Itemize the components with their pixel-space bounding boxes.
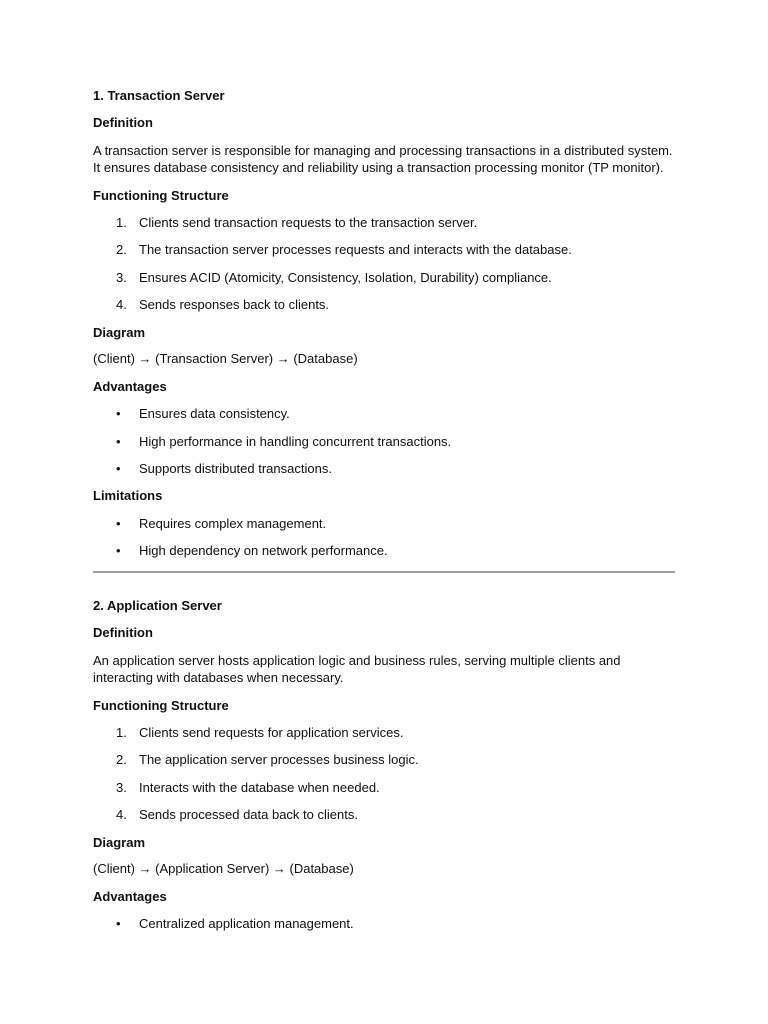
list-item: Ensures data consistency. [139,406,290,421]
list-item: High dependency on network performance. [139,543,388,558]
bullet-icon: • [116,434,121,449]
list-item: High performance in handling concurrent transactions. [139,434,452,449]
bullet-icon: • [116,406,121,421]
diagram-text: (Client) → (Transaction Server) → (Database) [93,351,358,366]
list-item: Sends responses back to clients. [139,297,330,312]
functioning-heading: Functioning Structure [93,188,229,203]
list-number: 1. [116,725,127,740]
definition-text-line: A transaction server is responsible for managing and processing transactions in a distributed system. [93,143,673,158]
list-number: 3. [116,270,127,285]
list-item: The application server processes business logic. [139,752,419,767]
definition-text-line: An application server hosts application logic and business rules, serving multiple clients and [93,653,621,668]
definition-heading: Definition [93,625,153,640]
diagram-heading: Diagram [93,325,146,340]
limitations-heading: Limitations [93,488,163,503]
list-item: Sends processed data back to clients. [139,807,358,822]
list-item: Clients send transaction requests to the transaction server. [139,215,478,230]
list-number: 4. [116,297,127,312]
diagram-text: (Client) → (Application Server) → (Database) [93,861,354,876]
list-item: Clients send requests for application services. [139,725,404,740]
bullet-icon: • [116,543,121,558]
list-number: 2. [116,242,127,257]
bullet-icon: • [116,461,121,476]
advantages-heading: Advantages [93,379,167,394]
diagram-heading: Diagram [93,835,146,850]
definition-text-line: It ensures database consistency and reliability using a transaction processing monitor (TP monitor). [93,160,664,175]
section-title: 2. Application Server [93,598,222,613]
advantages-heading: Advantages [93,889,167,904]
definition-heading: Definition [93,115,153,130]
list-number: 1. [116,215,127,230]
list-item: Interacts with the database when needed. [139,780,380,795]
horizontal-divider [93,571,675,573]
list-number: 3. [116,780,127,795]
section-title: 1. Transaction Server [93,88,225,103]
list-number: 2. [116,752,127,767]
functioning-heading: Functioning Structure [93,698,229,713]
definition-text-line: interacting with databases when necessary. [93,670,344,685]
list-item: Supports distributed transactions. [139,461,332,476]
list-item: Requires complex management. [139,516,327,531]
bullet-icon: • [116,916,121,931]
bullet-icon: • [116,516,121,531]
list-item: Centralized application management. [139,916,354,931]
list-number: 4. [116,807,127,822]
list-item: The transaction server processes requests and interacts with the database. [139,242,572,257]
list-item: Ensures ACID (Atomicity, Consistency, Isolation, Durability) compliance. [139,270,552,285]
